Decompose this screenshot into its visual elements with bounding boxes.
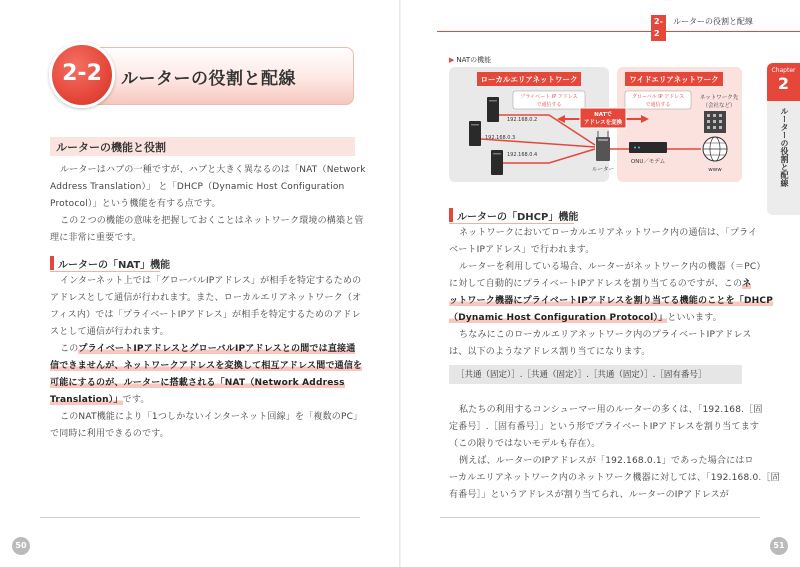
global-ip-label-2: で通信する <box>645 102 671 108</box>
figure-caption <box>449 55 491 65</box>
dhcp-highlight: ットワーク機器にプライベートIPアドレスを割り当てる機能のことを「DHCP <box>449 296 774 306</box>
nat-line: アドレスとして通信が行われます。また、ローカルエリアネットワーク（オ <box>50 293 362 303</box>
nat-highlight: 可能にするのが、ルーターに搭載される「NAT（Network Address <box>50 378 345 388</box>
page-number: 51 <box>770 537 788 555</box>
global-ip-label-1: グローバル IP アドレス <box>631 94 685 100</box>
section-title: ルーターの機能と役割 <box>56 141 166 154</box>
page-number: 50 <box>12 537 30 555</box>
dhcp-highlight: （Dynamic Host Configuration Protocol）」 <box>449 313 668 323</box>
book-gutter <box>399 0 401 567</box>
footer-rule <box>440 517 760 518</box>
nat-label-2: アドレスを変換 <box>583 120 623 126</box>
nat-line <box>50 392 355 409</box>
dhcp-line <box>449 276 752 293</box>
footer-rule <box>40 517 360 518</box>
nat-text-plain: この <box>60 344 79 354</box>
pc-icon <box>491 150 503 175</box>
dhcp-highlight: ネ <box>742 279 752 289</box>
nat-line: フィス内）では「プライベートIPアドレス」が相手を特定するためのアドレ <box>50 310 361 320</box>
intro-line: Protocol）」という機能を有する点です。 <box>50 199 221 209</box>
globe-icon <box>703 137 727 161</box>
building-icon <box>704 111 726 133</box>
chapter-number-badge: 2-2 <box>49 42 115 108</box>
chapter-heading <box>49 42 354 108</box>
heading-underline <box>449 223 574 224</box>
address-format-text: ［共通（固定）］.［共通（固定）］.［共通（固定）］.［固有番号］ <box>456 370 707 380</box>
ip-label: 192.168.0.3 <box>485 135 516 141</box>
network-dest-label-1: ネットワーク先 <box>699 95 739 101</box>
nat-highlight: 信できませんが、ネットワークアドレスを変換して相互アドレス間で通信を <box>50 361 363 371</box>
para4-line: （この限りではないモデルも存在）。 <box>449 439 601 449</box>
nat-line <box>50 375 355 392</box>
nat-line: インターネット上では「グローバルIPアドレス」が相手を特定するための <box>60 276 362 286</box>
para4-line: ーカルエリアネットワーク内のネットワーク機器に対しては、「192.168.0.［固 <box>449 473 780 483</box>
dhcp-line: ルーターを利用している場合、ルーターがネットワーク内の機器（＝PC） <box>459 262 766 272</box>
intro-line: ルーターはハブの一種ですが、ハブと大きく異なるのは「NAT（Network <box>60 165 366 175</box>
address-format-box <box>449 365 742 384</box>
para4-text <box>449 402 780 504</box>
pc-icon <box>487 97 499 122</box>
dhcp-line <box>449 310 749 327</box>
ip-label: 192.168.0.2 <box>507 117 538 123</box>
para4-line: 定番号］.［固有番号］」という形でプライベートIPアドレスを割り当てます <box>449 422 760 432</box>
running-head-title: ルーターの役割と配線 <box>673 17 753 26</box>
chapter-tab-title: ルーターの役割と配線 <box>780 107 789 187</box>
nat-line: このNAT機能により「1つしかないインターネット回線」を「複数のPC」 <box>60 412 363 422</box>
wan-label: ワイドエリアネットワーク <box>629 75 719 84</box>
nat-line <box>50 358 363 375</box>
dhcp-line: ベートIPアドレス」で行われます。 <box>449 245 595 255</box>
dhcp-text <box>449 225 774 361</box>
chapter-tab-number: 2 <box>777 74 790 93</box>
dhcp-text-plain: に対して自動的にプライベートIPアドレスを割り当てるのですが、この <box>449 279 743 289</box>
section-heading <box>50 137 355 156</box>
para4-line: 有番号］」というアドレスが割り当てられ、ルーターのIPアドレスが <box>449 490 729 500</box>
nat-label-1: NATで <box>594 112 612 118</box>
network-dest-label-2: （会社など） <box>702 103 736 109</box>
router-label: ルーター <box>591 167 615 173</box>
lan-label: ローカルエリアネットワーク <box>480 75 578 84</box>
chapter-title: ルーターの役割と配線 <box>121 69 296 89</box>
onu-label: ONU／モデム <box>630 159 666 165</box>
nat-line <box>50 341 355 358</box>
chapter-tab <box>767 63 800 215</box>
intro-line: 理に非常に重要です。 <box>50 233 142 243</box>
nat-highlight: プライベートIPアドレスとグローバルIPアドレスとの間では直接通 <box>78 344 356 354</box>
heading-accent-bar <box>449 208 453 222</box>
intro-line: Address Translation）」 と「DHCP（Dynamic Host Configuration <box>50 182 345 192</box>
private-ip-label-2: で通信する <box>536 102 562 108</box>
nat-diagram <box>449 67 742 182</box>
chapter-tab-label: Chapter <box>771 67 796 74</box>
intro-text <box>50 162 366 247</box>
nat-line: で同時に利用できるのです。 <box>50 429 169 439</box>
dhcp-line: ネットワークにおいてローカルエリアネットワーク内の通信は、「プライ <box>459 228 758 238</box>
nat-heading-title: ルーターの「NAT」機能 <box>58 260 171 271</box>
dhcp-line: ちなみにこのローカルエリアネットワーク内のプライベートIPアドレス <box>459 330 752 340</box>
nat-highlight: Translation）」 <box>50 395 123 405</box>
nat-text <box>50 273 363 443</box>
nat-text-plain: です。 <box>122 395 150 405</box>
heading-underline <box>50 271 160 272</box>
www-label: www <box>708 167 722 173</box>
running-head-number: 2-2 <box>651 15 666 41</box>
para4-line: 例えば、ルーターのIPアドレスが「192.168.0.1」であった場合にはロ <box>459 456 754 466</box>
pc-icon <box>469 121 481 146</box>
nat-line: スとして通信が行われます。 <box>50 327 169 337</box>
modem-icon <box>629 142 667 153</box>
chapter-tab-badge <box>767 63 800 101</box>
dhcp-heading <box>449 207 742 223</box>
dhcp-line: は、以下のようなアドレス割り当てになります。 <box>449 347 651 357</box>
private-ip-label-1: プライベート IP アドレス <box>520 94 578 100</box>
intro-line: この２つの機能の意味を把握しておくことはネットワーク環境の構築と管 <box>60 216 364 226</box>
ip-label: 192.168.0.4 <box>507 152 538 158</box>
dhcp-line <box>449 293 774 310</box>
heading-accent-bar <box>50 256 54 270</box>
dhcp-heading-title: ルーターの「DHCP」機能 <box>457 212 579 223</box>
para4-line: 私たちの利用するコンシューマー用のルーターの多くは、「192.168.［固 <box>459 405 763 415</box>
caption-triangle-icon: ▶ <box>449 56 455 64</box>
running-head-rule <box>437 31 800 32</box>
dhcp-text-plain: といいます。 <box>667 313 722 323</box>
nat-heading <box>50 255 355 271</box>
figure-caption-text: NATの機能 <box>456 56 492 64</box>
